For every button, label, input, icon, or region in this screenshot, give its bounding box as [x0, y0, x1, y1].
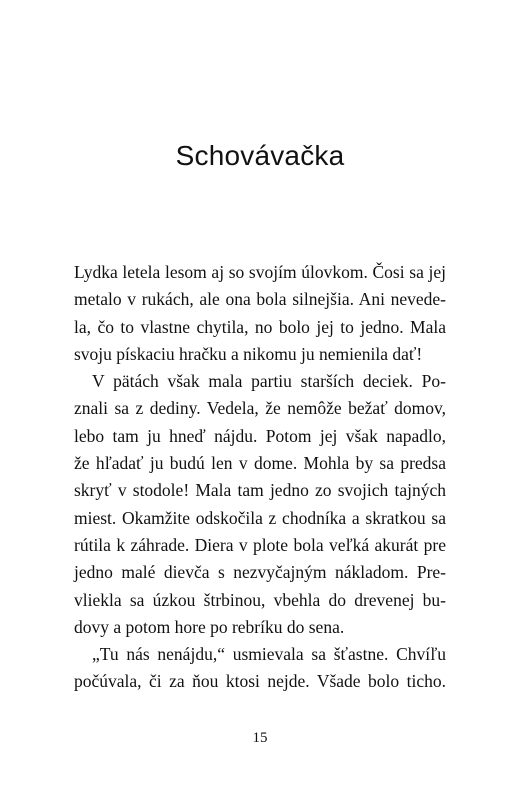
text-line: Lydka letela lesom aj so svojím úlovkom. Čosi sa jej	[74, 262, 446, 282]
text-line: miest. Okamžite odskočila z chodníka a skratkou sa	[74, 507, 446, 528]
text-line: dovy a potom hore po rebríku do sena.	[74, 616, 345, 637]
text-line: la, čo to vlastne chytila, no bolo jej to jedno. Mala	[74, 316, 446, 337]
text-line: znali sa z dediny. Vedela, že nemôže bežať domov,	[74, 398, 446, 419]
text-line: skryť v stodole! Mala tam jedno zo svojich tajných	[74, 480, 446, 501]
text-line: lebo tam ju hneď nájdu. Potom jej však napadlo,	[74, 425, 446, 446]
text-line: počúvala, či za ňou ktosi nejde. Všade bolo ticho.	[74, 671, 446, 692]
text-line: V pätách však mala partiu starších deciek. Po-	[92, 371, 446, 392]
text-line: metalo v rukách, ale ona bola silnejšia. Ani nevede-	[74, 289, 446, 310]
text-line: vliekla sa úzkou štrbinou, vbehla do drevenej bu-	[74, 589, 446, 610]
text-line: jedno malé dievča s nezvyčajným nákladom. Pre-	[74, 562, 446, 583]
page-number: 15	[252, 730, 268, 746]
paragraph-3	[74, 641, 446, 696]
text-line: že hľadať ju budú len v dome. Mohla by sa predsa	[74, 453, 446, 474]
body-text	[74, 259, 446, 696]
paragraph-2	[74, 368, 446, 641]
chapter-title: Schovávačka	[175, 140, 345, 171]
text-line: rútila k záhrade. Diera v plote bola veľká akurát pre	[74, 534, 446, 555]
text-line: svoju pískaciu hračku a nikomu ju nemienila dať!	[74, 343, 423, 364]
text-line: „Tu nás nenájdu,“ usmievala sa šťastne. Chvíľu	[92, 644, 446, 665]
paragraph-1	[74, 259, 446, 368]
